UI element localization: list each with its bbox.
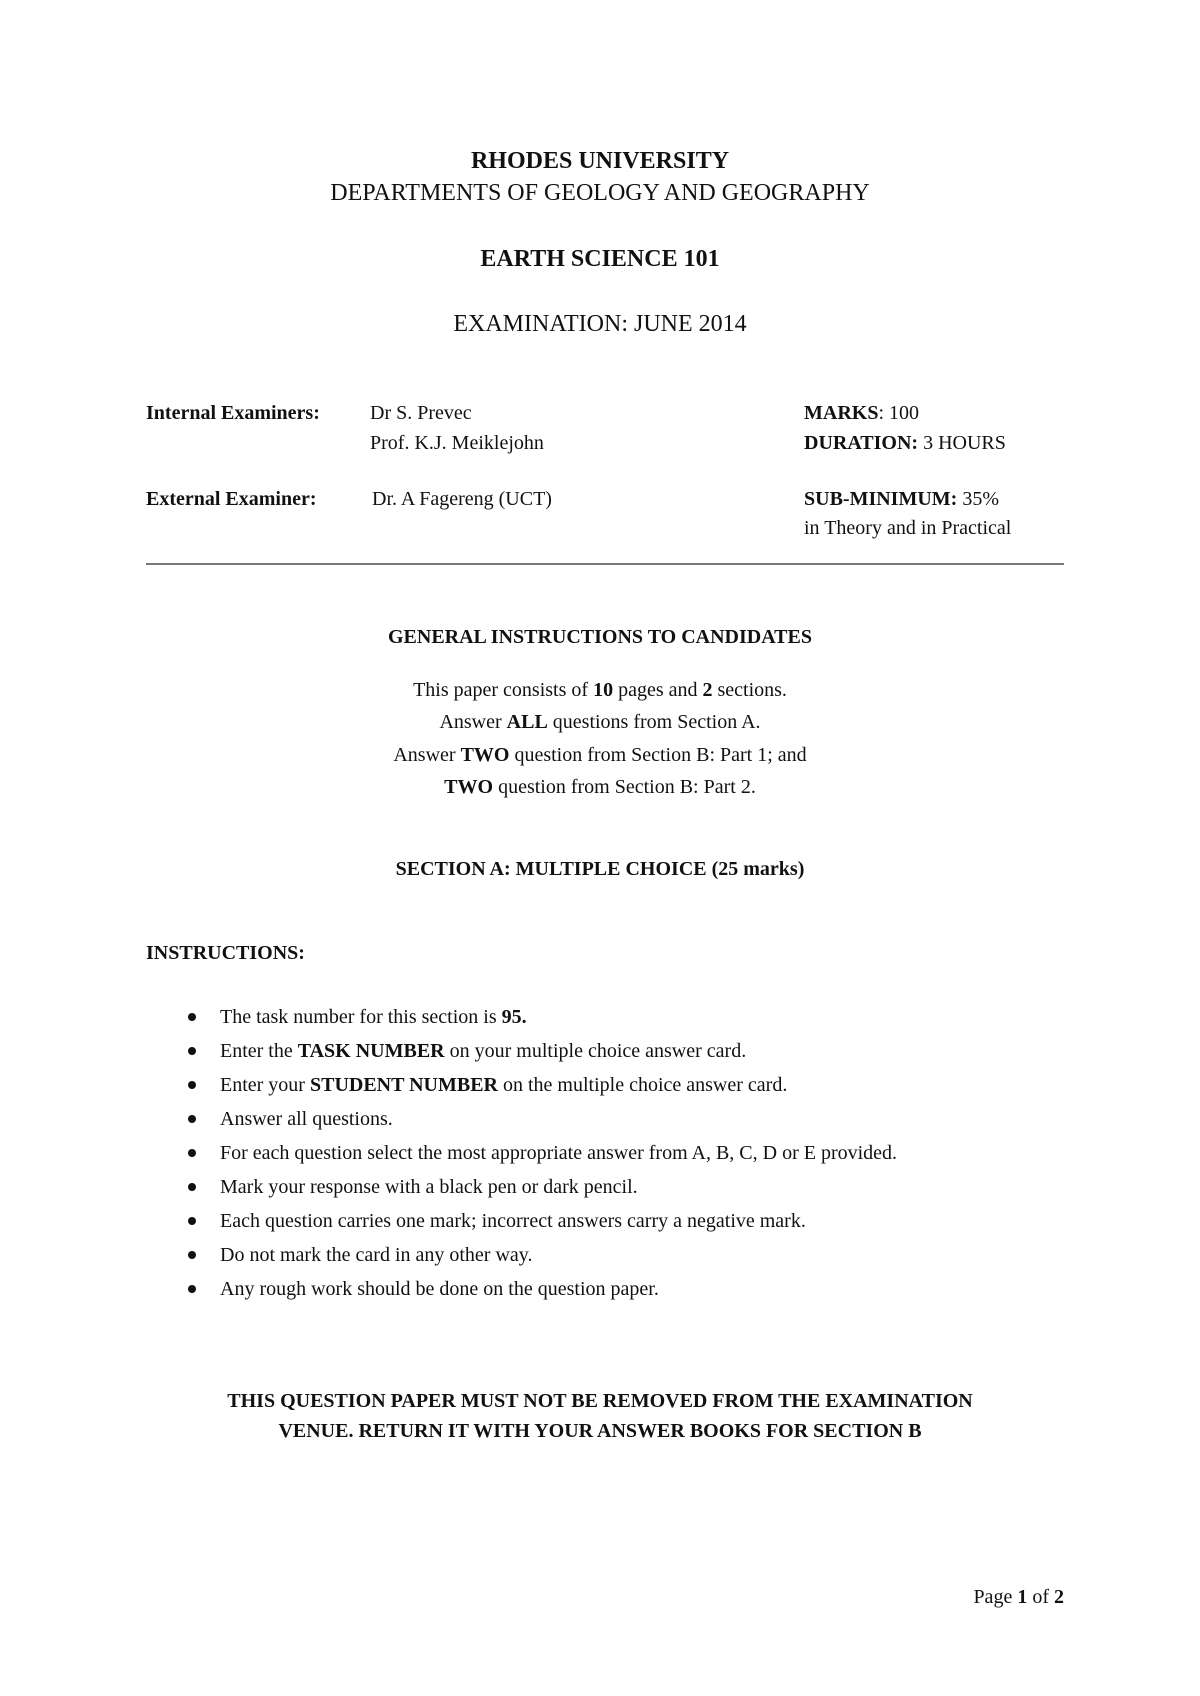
general-line-1-text-a: This paper consists of xyxy=(413,679,594,701)
bullet-text: The task number for this section is xyxy=(220,1006,502,1028)
external-examiner-label: External Examiner: xyxy=(146,488,317,510)
bullet-text: Any rough work should be done on the question paper. xyxy=(220,1278,659,1300)
bullet-text: Each question carries one mark; incorrect answers carry a negative mark. xyxy=(220,1210,806,1232)
general-line-3 xyxy=(0,739,1200,771)
page-prefix: Page xyxy=(973,1586,1018,1608)
general-line-1-text-e: sections. xyxy=(712,679,787,701)
marks-label: MARKS xyxy=(804,402,879,424)
general-line-1 xyxy=(0,674,1200,706)
internal-examiner-2: Prof. K.J. Meiklejohn xyxy=(370,432,544,454)
bullet-icon xyxy=(188,1183,196,1191)
page-count: 10 xyxy=(593,679,614,701)
list-item xyxy=(176,1106,1076,1140)
list-item xyxy=(176,1072,1076,1106)
horizontal-rule xyxy=(146,563,1064,565)
general-line-4-emphasis: TWO xyxy=(444,776,494,798)
list-item xyxy=(176,1208,1076,1242)
page-number xyxy=(973,1586,1064,1609)
general-line-3-emphasis: TWO xyxy=(460,744,510,766)
subminimum-value: 35% xyxy=(957,488,999,510)
instructions-list xyxy=(176,1004,1076,1310)
internal-examiner-1: Dr S. Prevec xyxy=(370,402,472,424)
general-line-1-text-c: pages and xyxy=(613,679,703,701)
duration-value: 3 HOURS xyxy=(918,432,1006,454)
duration-info xyxy=(804,432,1006,455)
bullet-icon xyxy=(188,1285,196,1293)
subminimum-info xyxy=(804,488,999,511)
bullet-emphasis: STUDENT NUMBER xyxy=(309,1074,498,1096)
bullet-icon xyxy=(188,1217,196,1225)
general-line-2-text-a: Answer xyxy=(439,711,507,733)
exam-title: EXAMINATION: JUNE 2014 xyxy=(453,311,747,337)
course-title: EARTH SCIENCE 101 xyxy=(480,246,720,272)
marks-info xyxy=(804,402,919,425)
university-title: RHODES UNIVERSITY xyxy=(470,148,730,174)
bullet-icon xyxy=(188,1251,196,1259)
general-line-2-text-c: questions from Section A. xyxy=(547,711,761,733)
general-line-4-text-b: question from Section B: Part 2. xyxy=(493,776,756,798)
page-of: of xyxy=(1027,1586,1054,1608)
list-item xyxy=(176,1004,1076,1038)
bullet-text: For each question select the most appropriate answer from A, B, C, D or E provided. xyxy=(220,1142,898,1164)
list-item xyxy=(176,1242,1076,1276)
general-line-3-text-a: Answer xyxy=(393,744,461,766)
section-a-title: SECTION A: MULTIPLE CHOICE (25 marks) xyxy=(395,858,805,880)
bullet-text: Answer all questions. xyxy=(220,1108,393,1130)
page-total: 2 xyxy=(1054,1586,1064,1608)
bullet-icon xyxy=(188,1149,196,1157)
bullet-text: Enter the xyxy=(220,1040,298,1062)
bullet-icon xyxy=(188,1081,196,1089)
bullet-emphasis: TASK NUMBER xyxy=(297,1040,445,1062)
notice-line-2: VENUE. RETURN IT WITH YOUR ANSWER BOOKS FOR SECTION B xyxy=(278,1420,922,1442)
general-instructions-title: GENERAL INSTRUCTIONS TO CANDIDATES xyxy=(387,626,812,648)
bullet-icon xyxy=(188,1047,196,1055)
list-item xyxy=(176,1038,1076,1072)
bullet-icon xyxy=(188,1013,196,1021)
departments-title: DEPARTMENTS OF GEOLOGY AND GEOGRAPHY xyxy=(330,180,870,206)
list-item xyxy=(176,1174,1076,1208)
section-count: 2 xyxy=(702,679,713,701)
general-line-2 xyxy=(0,706,1200,738)
external-examiner-1: Dr. A Fagereng (UCT) xyxy=(372,488,552,510)
internal-examiners-label: Internal Examiners: xyxy=(146,402,320,424)
bullet-text: on the multiple choice answer card. xyxy=(497,1074,788,1096)
instructions-label: INSTRUCTIONS: xyxy=(146,942,305,964)
list-item xyxy=(176,1140,1076,1174)
subminimum-note: in Theory and in Practical xyxy=(804,517,1012,539)
bullet-text: Do not mark the card in any other way. xyxy=(220,1244,533,1266)
notice-line-1: THIS QUESTION PAPER MUST NOT BE REMOVED FROM THE EXAMINATION xyxy=(227,1390,973,1412)
marks-value: : 100 xyxy=(878,402,920,424)
task-number: 95. xyxy=(501,1006,527,1028)
page-current: 1 xyxy=(1017,1586,1028,1608)
general-line-4 xyxy=(0,771,1200,803)
bullet-text: Mark your response with a black pen or dark pencil. xyxy=(220,1176,638,1198)
general-line-3-text-c: question from Section B: Part 1; and xyxy=(509,744,807,766)
subminimum-label: SUB-MINIMUM: xyxy=(804,488,958,510)
list-item xyxy=(176,1276,1076,1310)
bullet-text: on your multiple choice answer card. xyxy=(444,1040,747,1062)
bullet-text: Enter your xyxy=(220,1074,310,1096)
general-line-2-emphasis: ALL xyxy=(506,711,548,733)
bullet-icon xyxy=(188,1115,196,1123)
duration-label: DURATION: xyxy=(804,432,919,454)
